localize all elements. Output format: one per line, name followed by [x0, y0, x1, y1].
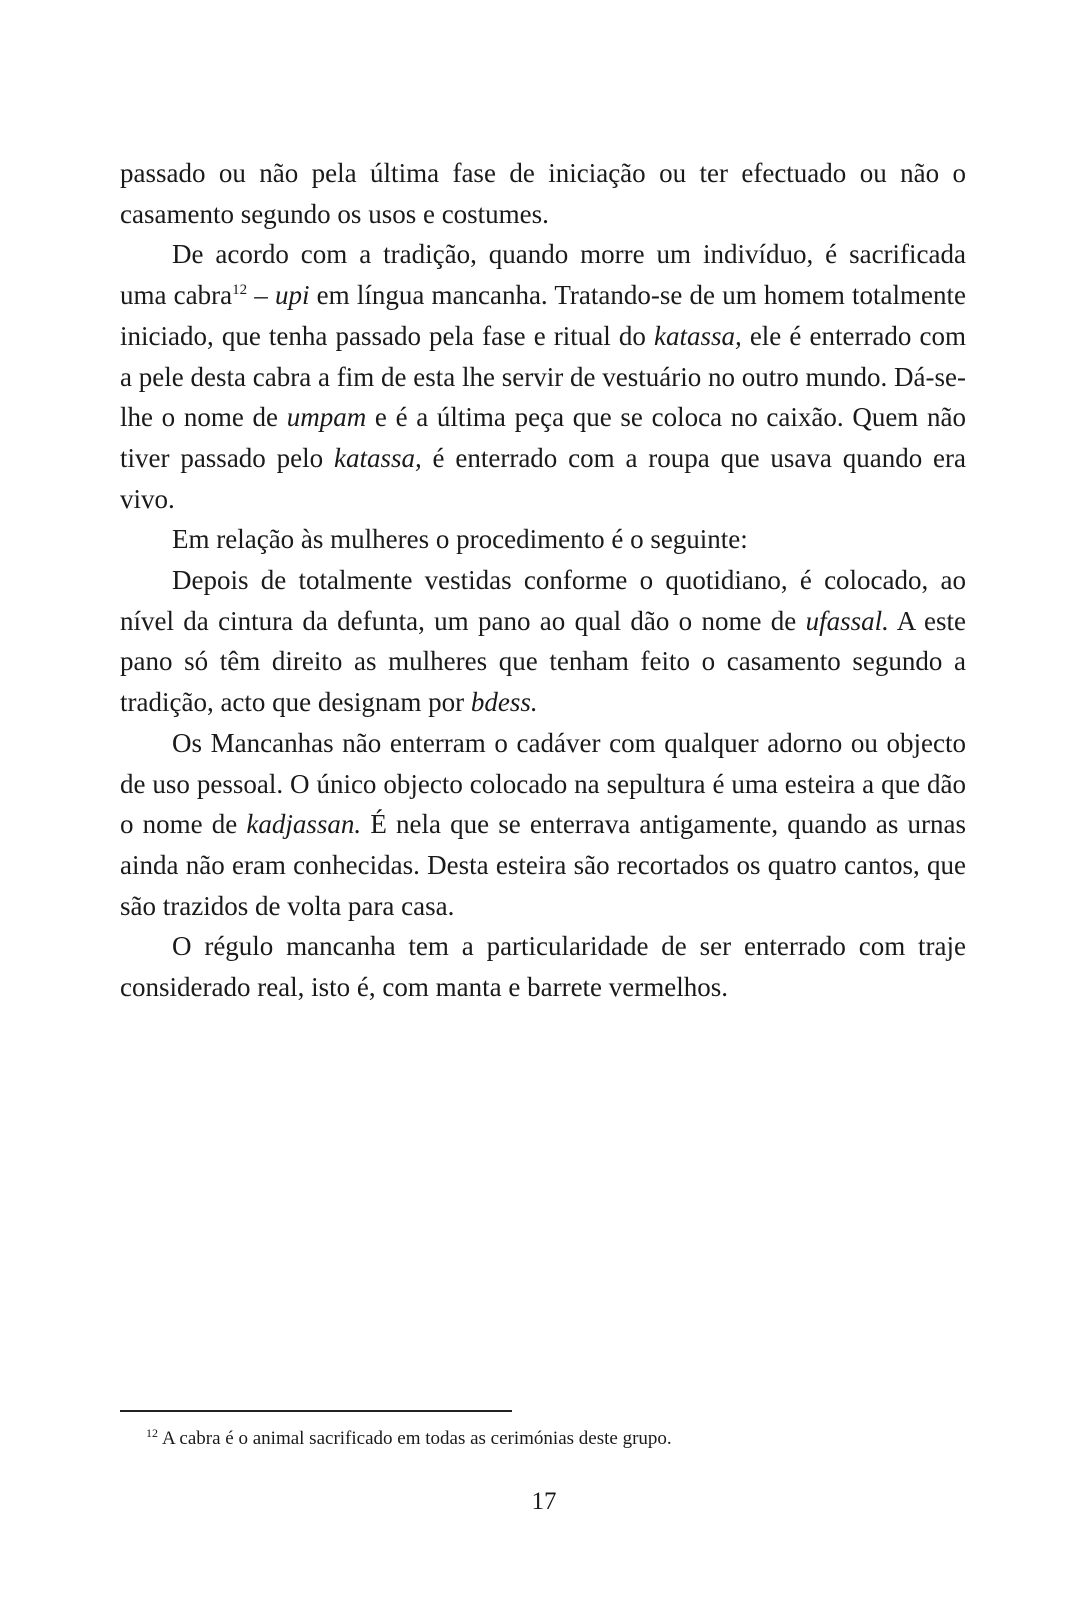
italic-term: upi	[274, 280, 310, 311]
text-run: A este pano só têm direito as mulheres que tenham feito o casamento segundo a tradição, acto que designam por	[120, 605, 966, 718]
text-run: é enterrado com a roupa que usava quando era vivo.	[120, 442, 967, 514]
footnote-text: A cabra é o animal sacrificado em todas as cerimónias deste grupo.	[162, 1428, 672, 1449]
text-run: –	[247, 280, 275, 311]
footnote-reference: 12	[232, 282, 248, 299]
text-run: em língua mancanha. Tratando-se de um homem totalmente iniciado, que tenha passado pela fase e ritual do	[120, 280, 966, 351]
text-run: O régulo mancanha tem a particularidade de ser enterrado com traje considerado real, isto é, com manta e barrete vermelhos.	[120, 931, 966, 1003]
paragraph	[120, 723, 966, 927]
text-run: ele é enterrado com a pele desta cabra a fim de esta lhe servir de vestuário no outro mundo. Dá-se-lhe o nome de	[120, 320, 966, 433]
footnote-marker: 12	[146, 1425, 158, 1440]
footnote-separator	[120, 1410, 512, 1412]
paragraph	[120, 560, 966, 723]
text-run: Em relação às mulheres o procedimento é o seguinte:	[172, 524, 748, 555]
paragraph	[120, 234, 966, 519]
text-run: e é a última peça que se coloca no caixão. Quem não tiver passado pelo	[120, 402, 966, 473]
text-run: É nela que se enterrava antigamente, quando as urnas ainda não eram conhecidas. Desta esteira são recortados os quatro cantos, que são trazidos de volta para casa.	[120, 809, 966, 921]
italic-term: katassa,	[333, 442, 422, 473]
italic-term: ufassal.	[805, 605, 889, 636]
footnote	[146, 1426, 946, 1452]
paragraph	[120, 926, 966, 1007]
paragraph	[120, 519, 966, 560]
italic-term: bdess.	[470, 687, 538, 718]
text-run: De acordo com a tradição, quando morre um indivíduo, é sacrificada uma cabra	[120, 239, 966, 311]
italic-term: katassa,	[653, 320, 742, 351]
page-number: 17	[531, 1488, 557, 1515]
italic-term: kadjassan.	[246, 809, 362, 840]
italic-term: umpam	[286, 402, 367, 433]
text-run: Os Mancanhas não enterram o cadáver com qualquer adorno ou objecto de uso pessoal. O único objecto colocado na sepultura é uma esteira a que dão o nome de	[120, 727, 966, 840]
text-run: Depois de totalmente vestidas conforme o quotidiano, é colocado, ao nível da cintura da defunta, um pano ao qual dão o nome de	[120, 565, 966, 636]
body-text	[120, 153, 966, 1008]
paragraph	[120, 153, 966, 234]
text-run: passado ou não pela última fase de iniciação ou ter efectuado ou não o casamento segundo os usos e costumes.	[120, 158, 966, 229]
